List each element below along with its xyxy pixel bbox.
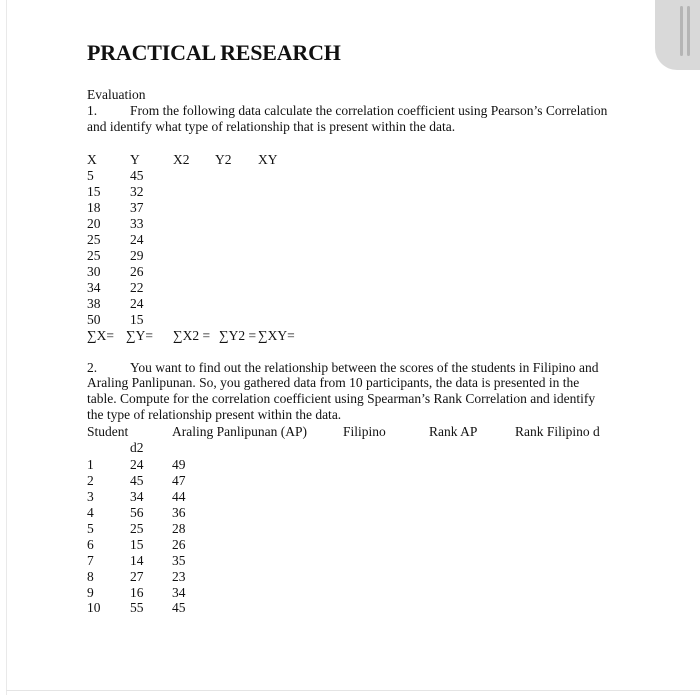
q2-filipino-score: 47	[172, 473, 186, 488]
q1-y-value: 37	[130, 200, 144, 215]
q1-sum-y2: ∑Y2 =	[219, 328, 257, 343]
q2-header-rank-ap: Rank AP	[429, 424, 478, 439]
q1-sum-y: ∑Y=	[126, 328, 153, 343]
q2-filipino-score: 44	[172, 489, 186, 504]
q1-sum-x: ∑X=	[87, 328, 114, 343]
q2-student-id: 5	[87, 521, 94, 536]
q2-ap-score: 45	[130, 473, 144, 488]
page-title: PRACTICAL RESEARCH	[87, 40, 341, 65]
q2-ap-score: 25	[130, 521, 144, 536]
q2-ap-score: 24	[130, 457, 144, 472]
q2-student-id: 9	[87, 585, 94, 600]
scroll-grip-line	[680, 6, 683, 56]
q2-filipino-score: 23	[172, 569, 186, 584]
q2-ap-score: 15	[130, 537, 144, 552]
q2-filipino-score: 36	[172, 505, 186, 520]
q1-x-value: 15	[87, 184, 101, 199]
q1-x-value: 5	[87, 168, 94, 183]
q1-y-value: 33	[130, 216, 144, 231]
q2-filipino-score: 49	[172, 457, 186, 472]
q2-filipino-score: 45	[172, 600, 186, 615]
q2-header-d2: d2	[130, 440, 144, 455]
q2-student-id: 7	[87, 553, 94, 568]
q2-student-id: 10	[87, 600, 101, 615]
q1-x-value: 25	[87, 248, 101, 263]
q1-x-value: 20	[87, 216, 101, 231]
q2-header-student: Student	[87, 424, 129, 439]
scroll-grip-line	[687, 6, 690, 56]
q2-header-filipino: Filipino	[343, 424, 386, 439]
q2-number: 2.	[87, 360, 98, 375]
q2-header-ap: Araling Panlipunan (AP)	[172, 424, 307, 439]
q2-ap-score: 56	[130, 505, 144, 520]
q2-header-rank-filipino-d: Rank Filipino d	[515, 424, 600, 439]
q1-y-value: 32	[130, 184, 144, 199]
q2-student-id: 2	[87, 473, 94, 488]
q2-ap-score: 34	[130, 489, 144, 504]
q1-header-x: X	[87, 152, 97, 167]
q1-y-value: 15	[130, 312, 144, 327]
q1-y-value: 45	[130, 168, 144, 183]
q1-header-y: Y	[130, 152, 140, 167]
q1-header-x2: X2	[173, 152, 190, 167]
q1-sum-xy: ∑XY=	[258, 328, 295, 343]
q2-text-line3: table. Compute for the correlation coefficient using Spearman’s Rank Correlation and identify	[87, 391, 596, 406]
q2-ap-score: 14	[130, 553, 144, 568]
q1-x-value: 38	[87, 296, 101, 311]
q2-ap-score: 55	[130, 600, 144, 615]
q2-filipino-score: 35	[172, 553, 186, 568]
q1-y-value: 22	[130, 280, 144, 295]
page-scroll-handle[interactable]	[655, 0, 700, 70]
q1-x-value: 50	[87, 312, 101, 327]
q1-y-value: 26	[130, 264, 144, 279]
q2-text-line1: You want to find out the relationship between the scores of the students in Filipino and	[130, 360, 599, 375]
q1-x-value: 30	[87, 264, 101, 279]
q1-header-y2: Y2	[215, 152, 232, 167]
q1-x-value: 25	[87, 232, 101, 247]
q1-text-line2: and identify what type of relationship that is present within the data.	[87, 119, 456, 134]
q2-text-line2: Araling Panlipunan. So, you gathered data from 10 participants, the data is presented in the	[87, 375, 580, 390]
q2-student-id: 4	[87, 505, 94, 520]
q2-filipino-score: 28	[172, 521, 186, 536]
q1-sum-x2: ∑X2 =	[173, 328, 211, 343]
q1-y-value: 24	[130, 296, 144, 311]
q2-student-id: 8	[87, 569, 94, 584]
q2-student-id: 6	[87, 537, 94, 552]
q1-header-xy: XY	[258, 152, 278, 167]
page-left-edge	[6, 0, 7, 695]
q2-text-line4: the type of relationship present within the data.	[87, 407, 342, 422]
q1-text-line1: From the following data calculate the correlation coefficient using Pearson’s Correlation	[130, 103, 608, 118]
q2-ap-score: 27	[130, 569, 144, 584]
page-bottom-edge	[6, 690, 700, 691]
q1-x-value: 18	[87, 200, 101, 215]
q2-student-id: 1	[87, 457, 94, 472]
evaluation-label: Evaluation	[87, 87, 146, 102]
q1-number: 1.	[87, 103, 98, 118]
q2-student-id: 3	[87, 489, 94, 504]
q1-x-value: 34	[87, 280, 101, 295]
q2-ap-score: 16	[130, 585, 144, 600]
q1-y-value: 29	[130, 248, 144, 263]
q2-filipino-score: 34	[172, 585, 186, 600]
q2-filipino-score: 26	[172, 537, 186, 552]
q1-y-value: 24	[130, 232, 144, 247]
